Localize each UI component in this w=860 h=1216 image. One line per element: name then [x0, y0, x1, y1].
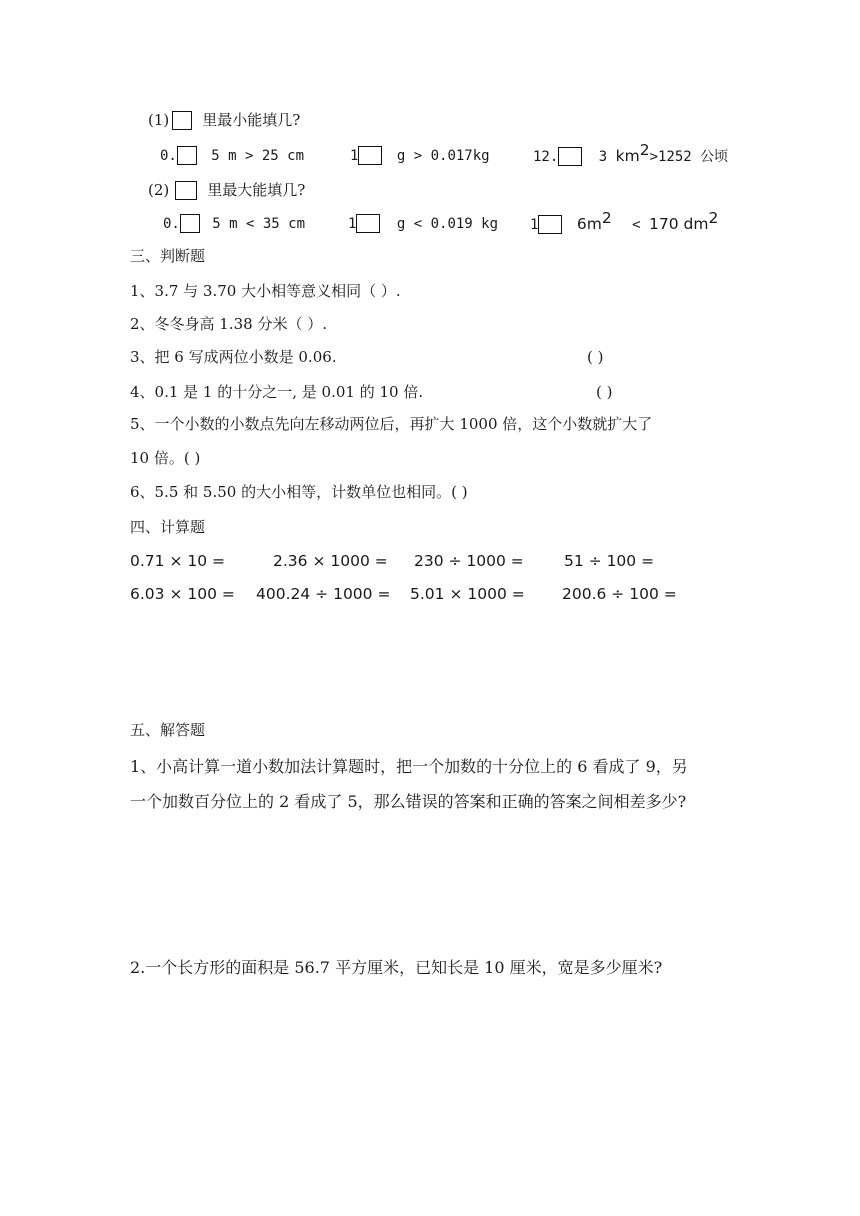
calc-item: 6.03 × 100 =	[130, 585, 235, 603]
item-2a	[163, 214, 305, 234]
item-unit: km	[615, 147, 640, 165]
item-suffix: 5 m < 35 cm	[212, 216, 306, 232]
item-prefix: 1	[350, 148, 359, 164]
answer-box[interactable]	[175, 181, 197, 200]
item-2c	[530, 209, 719, 235]
question-2-label: (2)	[148, 181, 170, 199]
question-1-label: (1)	[148, 111, 170, 129]
item-1b	[350, 146, 490, 166]
calc-item: 5.01 × 1000 =	[410, 585, 525, 603]
item-1a	[160, 146, 304, 166]
item-suffix: >1252 公顷	[649, 149, 729, 165]
judge-item-1: 1、3.7 与 3.70 大小相等意义相同（ ）.	[130, 282, 401, 300]
answer-box[interactable]	[356, 214, 380, 233]
judge-item-3: 3、把 6 写成两位小数是 0.06.	[130, 348, 337, 366]
item-number: 3	[598, 149, 608, 165]
judge-item-4: 4、0.1 是 1 的十分之一, 是 0.01 的 10 倍.	[130, 383, 424, 401]
judge-item-3-paren[interactable]: ( )	[587, 348, 604, 366]
item-exponent: 2	[601, 209, 612, 227]
solve-q2: 2.一个长方形的面积是 56.7 平方厘米，已知长是 10 厘米，宽是多少厘米?	[130, 958, 663, 977]
calc-item: 0.71 × 10 =	[130, 552, 225, 570]
section-heading-calc: 四、计算题	[130, 518, 206, 536]
item-2b	[348, 214, 498, 234]
judge-item-4-paren[interactable]: ( )	[596, 383, 613, 401]
question-1-text: 里最小能填几?	[202, 111, 301, 129]
question-1-header	[148, 110, 300, 130]
item-prefix: 1	[530, 217, 539, 233]
item-suffix: 5 m > 25 cm	[211, 148, 305, 164]
question-2-header	[148, 180, 305, 200]
answer-box[interactable]	[558, 147, 582, 166]
calc-item: 2.36 × 1000 =	[273, 552, 388, 570]
judge-item-5: 5、一个小数的小数点先向左移动两位后，再扩大 1000 倍，这个小数就扩大了	[130, 415, 653, 433]
item-value: 170 dm	[649, 215, 709, 233]
item-exponent: 2	[708, 209, 719, 227]
item-prefix: 1	[348, 216, 357, 232]
item-prefix: 0.	[163, 216, 180, 232]
calc-item: 400.24 ÷ 1000 =	[256, 585, 391, 603]
item-unit: 6m	[576, 215, 602, 233]
item-exponent: 2	[639, 141, 650, 159]
calc-item: 230 ÷ 1000 =	[414, 552, 524, 570]
answer-box[interactable]	[538, 215, 562, 234]
item-prefix: 12.	[533, 149, 559, 165]
solve-q1-line2: 一个加数百分位上的 2 看成了 5，那么错误的答案和正确的答案之间相差多少?	[130, 792, 687, 811]
item-prefix: 0.	[160, 148, 177, 164]
solve-q1-line1: 1、小高计算一道小数加法计算题时，把一个加数的十分位上的 6 看成了 9，另	[130, 757, 688, 776]
judge-item-6: 6、5.5 和 5.50 的大小相等，计数单位也相同。( )	[130, 483, 468, 501]
item-less-than: <	[632, 217, 641, 233]
answer-box[interactable]	[177, 146, 197, 165]
item-1c	[533, 141, 729, 167]
calc-item: 51 ÷ 100 =	[564, 552, 655, 570]
item-suffix: g < 0.019 kg	[396, 216, 499, 232]
answer-box[interactable]	[180, 214, 200, 233]
calc-item: 200.6 ÷ 100 =	[562, 585, 677, 603]
item-suffix: g > 0.017kg	[396, 148, 490, 164]
question-2-text: 里最大能填几?	[207, 181, 306, 199]
section-heading-solve: 五、解答题	[130, 721, 206, 739]
answer-box[interactable]	[358, 146, 382, 165]
judge-item-2: 2、冬冬身高 1.38 分米（ ）.	[130, 315, 328, 333]
section-heading-judge: 三、判断题	[130, 247, 206, 265]
answer-box[interactable]	[172, 111, 192, 130]
judge-item-5-cont: 10 倍。( )	[130, 449, 201, 467]
